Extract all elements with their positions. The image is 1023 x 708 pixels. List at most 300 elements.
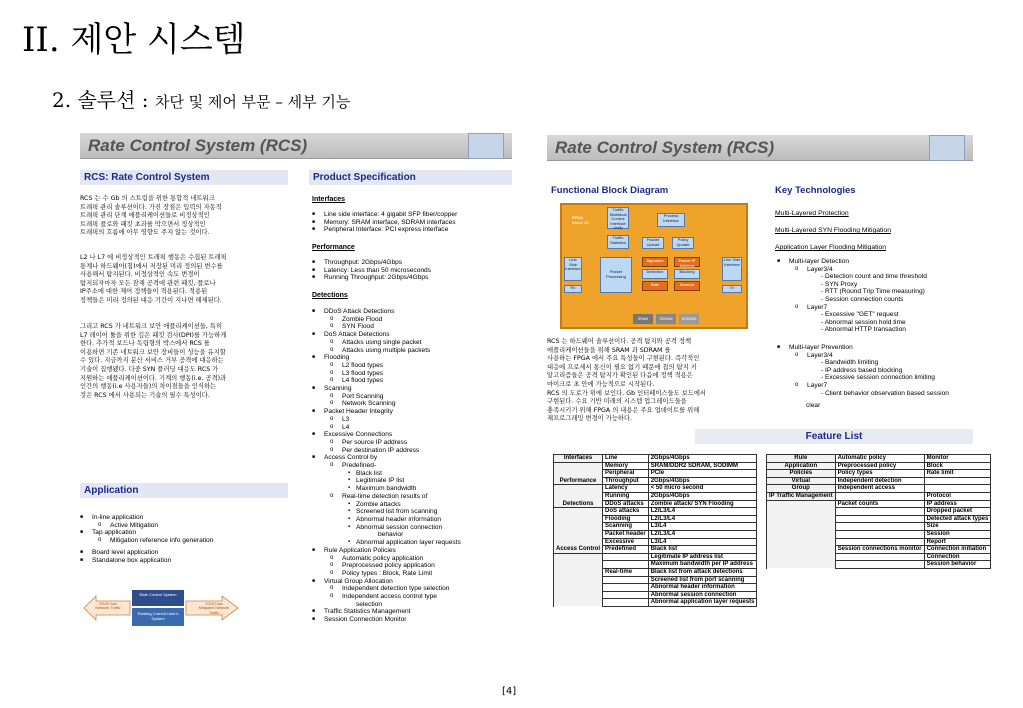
- list-item: ■ Scanning: [312, 385, 461, 393]
- table-cell: [767, 561, 836, 569]
- paragraph-line: RCS 는 수 Gb 의 스트림을 위한 통합적 네트워크: [80, 195, 215, 202]
- table-row: [767, 538, 991, 546]
- list-item: ■ Latency: Less than 50 microseconds: [312, 267, 431, 275]
- table-cell: [767, 538, 836, 546]
- table-cell: Size: [924, 523, 991, 531]
- table-cell: Packet header: [603, 530, 649, 538]
- table-cell: 2Gbps/4Gbps: [648, 477, 757, 485]
- list-item: ▪ Abnormal header information: [312, 516, 461, 524]
- list-item: ■ DDoS Attack Detections: [312, 308, 461, 316]
- flow-output: 2G/40 bps Mitigated Network Traffic: [198, 602, 230, 615]
- list-item: - Client behavior observation based session: [821, 389, 949, 397]
- table-cell: [554, 530, 603, 538]
- left-banner-title: Rate Control System (RCS): [88, 136, 308, 155]
- list-item: ■ Excessive Connections: [312, 431, 461, 439]
- table-row: [554, 515, 757, 523]
- table-cell: Running: [603, 492, 649, 500]
- table-row: [554, 508, 757, 516]
- table-cell: Virtual: [767, 477, 836, 485]
- paragraph-line: L7 레이어 툴을 위한 깊은 패킷 검사(DPI)를 가능하게: [80, 331, 227, 339]
- table-cell: [554, 591, 603, 599]
- list-item: ■ Traffic Statistics Management: [312, 608, 461, 616]
- table-cell: [835, 561, 924, 569]
- table-row: [767, 546, 991, 554]
- table-cell: Latency: [603, 485, 649, 493]
- list-item: - RTT (Round Trip Time measuring): [821, 288, 925, 296]
- application-heading: Application: [80, 483, 288, 498]
- list-item: ■ Line side interface: 4 gigabit SFP fiber/copper: [312, 211, 457, 219]
- table-cell: [767, 515, 836, 523]
- interfaces-label: Interfaces: [312, 196, 346, 203]
- table-row: [767, 515, 991, 523]
- logo-icon: [468, 133, 504, 159]
- feature-heading: Feature List: [695, 429, 973, 444]
- kt-heading: Key Technologies: [775, 185, 856, 196]
- flow-figure: [82, 588, 242, 628]
- detections-label: Detections: [312, 292, 348, 299]
- table-cell: [835, 492, 924, 500]
- table-row: [554, 470, 757, 478]
- table-cell: Access Control: [554, 546, 603, 554]
- list-item: ■ Board level application: [80, 549, 213, 557]
- table-cell: [554, 470, 603, 478]
- kt-link[interactable]: Multi-Layered Protection: [775, 210, 849, 217]
- paragraph-line: 마이크로 초 안에 가능적으로 시작된다.: [547, 380, 655, 388]
- feature-table-1: [553, 454, 757, 607]
- table-cell: [554, 599, 603, 607]
- list-item: o Attacks using multiple packets: [312, 347, 461, 355]
- paragraph-line: 탐지되자마자 모든 잠재 공격에 관련 패킷, 플로나: [80, 279, 216, 287]
- table-row: [554, 599, 757, 607]
- detections-list: [312, 308, 461, 624]
- table-cell: [603, 591, 649, 599]
- paragraph-line: RCS 의 도로가 위에 보인다. Gb 인터페이스들도 보드에서: [547, 389, 707, 397]
- table-cell: [835, 530, 924, 538]
- table-row: [554, 553, 757, 561]
- table-row: [767, 492, 991, 500]
- paragraph-line: 트래픽 관리 단계 애플리케이션들로 비정상적인: [80, 212, 210, 220]
- table-cell: Report: [924, 538, 991, 546]
- spec-heading: Product Specification: [309, 170, 512, 185]
- table-cell: Interfaces: [554, 455, 603, 463]
- list-item: o Real-time detection results of: [312, 493, 461, 501]
- list-item: - IP address based blocking: [821, 366, 903, 374]
- table-cell: Screened list from port scanning: [648, 576, 757, 584]
- table-cell: Legitimate IP address list: [648, 553, 757, 561]
- table-cell: Dropped packet: [924, 508, 991, 516]
- table-row: [767, 561, 991, 569]
- stats-block: Traffic Statistical Control Interface Unify: [607, 207, 629, 229]
- list-item: ■ Peripheral Interface: PCI express interface: [312, 226, 457, 234]
- update-block: Policy Update: [672, 237, 694, 249]
- table-cell: L3/L4: [648, 523, 757, 531]
- list-item: - Bandwidth limiting: [821, 359, 879, 367]
- table-cell: [603, 599, 649, 607]
- table-cell: Predefined: [603, 546, 649, 554]
- table-row: [767, 462, 991, 470]
- table-row: [767, 523, 991, 531]
- list-item: ▪ Legitimate IP list: [312, 477, 461, 485]
- table-row: [554, 455, 757, 463]
- table-cell: Black list from attack detections: [648, 568, 757, 576]
- application-list: [80, 514, 213, 565]
- table-cell: [835, 523, 924, 531]
- fpga-label: FPGA Altera V5: [572, 215, 589, 225]
- table-cell: Monitor: [924, 455, 991, 463]
- table-cell: [603, 553, 649, 561]
- table-cell: IP Traffic Management: [767, 492, 836, 500]
- list-item: ■ DoS Attack Detections: [312, 331, 461, 339]
- table-cell: Connection: [924, 553, 991, 561]
- list-item: o Layer3/4: [777, 266, 949, 274]
- list-item: ■ Flooding: [312, 354, 461, 362]
- interfaces-list: [312, 211, 457, 234]
- table-cell: [554, 485, 603, 493]
- rcs-paragraph-1: [80, 195, 222, 238]
- right-banner-title: Rate Control System (RCS): [555, 138, 775, 157]
- paragraph-line: 지원하는 애플리케이션이다. 기계의 행동(i.e. 공격)과: [80, 374, 227, 382]
- table-cell: Performance: [554, 477, 603, 485]
- packet-processing-block: Packet Processing: [600, 257, 632, 293]
- left-banner: [80, 133, 512, 159]
- list-item: - Excessive "GET" request: [821, 311, 899, 319]
- table-cell: [554, 492, 603, 500]
- upload-block: Packet Upload: [642, 237, 664, 249]
- list-item: o Independent access control type: [312, 593, 461, 601]
- list-item: ▪ Zombie attacks: [312, 501, 461, 509]
- paragraph-line: 충족시키기 위해 FPGA 의 내용은 주요 업데이트를 위해: [547, 406, 700, 414]
- paragraph-line: IP주소에 대한 제어 정책들이 적용된다. 적용된: [80, 288, 208, 296]
- list-item: ▪ Maximum bandwidth: [312, 485, 461, 493]
- table-cell: [554, 553, 603, 561]
- table-cell: [603, 576, 649, 584]
- feature-table-2: [766, 454, 991, 569]
- subtitle-rest: 차단 및 제어 부문 – 세부 기능: [154, 93, 351, 111]
- list-item: o L3: [312, 416, 461, 424]
- kt-link[interactable]: Application Layer Flooding Mitigation: [775, 244, 887, 251]
- paragraph-line: 이용하면 기존 네트워크 보안 장비들이 성능을 유지할: [80, 348, 226, 356]
- performance-label: Performance: [312, 244, 355, 251]
- table-cell: [554, 508, 603, 516]
- table-row: [767, 508, 991, 516]
- paragraph-line: 수 있다. 지금까지 분산 서비스 거부 공격에 대응하는: [80, 357, 224, 365]
- list-item: behavior: [378, 531, 404, 539]
- right-banner: [547, 135, 973, 161]
- table-cell: L3/L4: [648, 538, 757, 546]
- list-item: o Network Scanning: [312, 400, 461, 408]
- list-item: o L2 flood types: [312, 362, 461, 370]
- table-row: [767, 477, 991, 485]
- paragraph-line: 구현된다. 수요 기반 미래의 시스템 업그레이드들을: [547, 398, 687, 406]
- list-item: selection: [356, 600, 383, 608]
- table-row: [554, 568, 757, 576]
- table-cell: [767, 508, 836, 516]
- paragraph-line: 사용해서 탐지된다. 비정상적인 속도 변경이: [80, 271, 200, 279]
- table-cell: Policy types: [835, 470, 924, 478]
- table-row: [554, 530, 757, 538]
- table-cell: [767, 523, 836, 531]
- line-side-right: Line Side Interface: [722, 257, 742, 281]
- table-cell: Detected attack types: [924, 515, 991, 523]
- paragraph-line: 것은 RCS 에서 사용되는 기술의 필수 특성이다.: [80, 391, 210, 399]
- paragraph-line: 알고리즘들은 공격 탐지가 확인된 다음에 정책 적용은: [547, 372, 693, 380]
- table-cell: PCIe: [648, 470, 757, 478]
- table-cell: Connection initiation: [924, 546, 991, 554]
- table-cell: Session: [924, 530, 991, 538]
- table-cell: Automatic policy: [835, 455, 924, 463]
- table-cell: L2/L3/L4: [648, 530, 757, 538]
- list-item: ■ Session Connection Monitor: [312, 616, 461, 624]
- list-item: o Mitigation reference info generation: [80, 537, 213, 545]
- paragraph-line: 트래픽 관리 솔루션이다. 가진 장점은 입력의 자동적: [80, 203, 222, 211]
- table-cell: Protocol: [924, 492, 991, 500]
- table-cell: Excessive: [603, 538, 649, 546]
- table-cell: Group: [767, 485, 836, 493]
- table-row: [554, 561, 757, 569]
- list-item: o Preprocessed policy application: [312, 562, 461, 570]
- table-row: [767, 500, 991, 508]
- table-cell: Real-time: [603, 568, 649, 576]
- table-row: [767, 485, 991, 493]
- table-cell: Flooding: [603, 515, 649, 523]
- table-cell: [554, 576, 603, 584]
- table-cell: [554, 584, 603, 592]
- table-cell: DDoS attacks: [603, 500, 649, 508]
- kt-clear: clear: [806, 402, 821, 409]
- table-cell: Preprocessed policy: [835, 462, 924, 470]
- table-cell: Memory: [603, 462, 649, 470]
- list-item: ▪ Black list: [312, 470, 461, 478]
- table-cell: [554, 561, 603, 569]
- list-item: o Layer7: [777, 382, 949, 390]
- list-item: - Detection count and time threshold: [821, 273, 927, 281]
- rx-block: Rx: [564, 285, 582, 293]
- paragraph-line: 트래픽 플로와 패킷 초과를 막으면서 정상적인: [80, 220, 206, 228]
- paragraph-line: 기술이 집행됐다. 다중 SYN 플러딩 대응도 RCS 가: [80, 365, 219, 373]
- list-item: o Policy types : Block, Rate Limit: [312, 570, 461, 578]
- list-item: o Independent detection type selection: [312, 585, 461, 593]
- table-cell: Peripheral: [603, 470, 649, 478]
- list-item: - Abnormal session hold time: [821, 318, 906, 326]
- table-row: [554, 492, 757, 500]
- list-item: ■ In-line application: [80, 514, 213, 522]
- table-row: [554, 485, 757, 493]
- list-item: o Attacks using single packet: [312, 339, 461, 347]
- sdram-chip: SDRAM: [656, 314, 676, 324]
- list-item: ■ Memory: SRAM interface, SDRAM interfaces: [312, 219, 457, 227]
- table-row: [767, 455, 991, 463]
- table-cell: Policies: [767, 470, 836, 478]
- list-item: ■ Tap application: [80, 529, 213, 537]
- blocking-block: Blocking: [674, 269, 700, 279]
- table-cell: L2/L3/L4: [648, 508, 757, 516]
- list-item: ■ Multi-layer Detection: [777, 258, 949, 266]
- table-cell: L2/L3/L4: [648, 515, 757, 523]
- flow-input: 2G/40 bps Network Traffic: [95, 602, 121, 611]
- list-item: - SYN Proxy: [821, 280, 858, 288]
- table-cell: [554, 515, 603, 523]
- table-cell: [554, 462, 603, 470]
- table-cell: [554, 568, 603, 576]
- signature-block: Signature: [642, 257, 668, 267]
- table-cell: Rate limit: [924, 470, 991, 478]
- rcs-heading: RCS: Rate Control System: [80, 170, 288, 185]
- session-block: Session: [674, 281, 700, 291]
- table-row: [554, 576, 757, 584]
- flow-current-box: Existing Current User's System: [132, 608, 184, 626]
- table-row: [554, 462, 757, 470]
- list-item: o L4: [312, 424, 461, 432]
- rcs-paragraph-3: [80, 323, 226, 400]
- table-cell: SRAM/DDR2 SDRAM, SODIMM: [648, 462, 757, 470]
- list-item: ■ Multi-layer Prevention: [777, 344, 949, 352]
- detection-block: Detection: [642, 269, 668, 279]
- list-item: ▪ Abnormal session connection: [312, 524, 461, 532]
- table-row: [554, 523, 757, 531]
- tx-block: Tx: [722, 285, 742, 293]
- fbd-heading: Functional Block Diagram: [551, 185, 669, 196]
- table-row: [767, 470, 991, 478]
- table-cell: Rule: [767, 455, 836, 463]
- table-cell: Session behavior: [924, 561, 991, 569]
- line-side-left: Line Side Interface: [564, 257, 582, 281]
- logo-icon: [929, 135, 965, 161]
- table-cell: Detections: [554, 500, 603, 508]
- paragraph-line: 애플리케이션들을 위해 SRAM 과 SDRAM 를: [547, 346, 671, 354]
- block-diagram: [560, 203, 748, 329]
- rate-block: Rate: [642, 281, 668, 291]
- list-item: o Zombie Flood: [312, 316, 461, 324]
- list-item: ■ Packet Header Integrity: [312, 408, 461, 416]
- list-item: o L3 flood types: [312, 370, 461, 378]
- table-row: [554, 546, 757, 554]
- paragraph-line: 통계나 하드웨어(칩)에서 저장된 미리 정의된 변수를: [80, 262, 223, 270]
- table-cell: [924, 477, 991, 485]
- table-cell: [767, 553, 836, 561]
- table-cell: Line: [603, 455, 649, 463]
- list-item: o Per destination IP address: [312, 447, 461, 455]
- paragraph-line: 사용하는 FPGA 에서 주요 특성들이 구현된다. 즉각적인: [547, 355, 700, 363]
- page-subtitle: [52, 84, 350, 113]
- paragraph-line: L2 나 L7 에 비정상적인 트래픽 행동은 수집된 트래픽: [80, 254, 227, 261]
- table-cell: Block: [924, 462, 991, 470]
- list-item: o Layer7: [777, 304, 949, 312]
- list-item: ■ Virtual Group Allocation: [312, 578, 461, 586]
- table-row: [554, 477, 757, 485]
- flow-rcs-box: Rate Control System: [132, 590, 184, 606]
- table-cell: Zombie attack/ SYN Flooding: [648, 500, 757, 508]
- list-item: o Layer3/4: [777, 352, 949, 360]
- packet-ip-block: Packet IP Address: [674, 257, 700, 267]
- table-cell: Throughput: [603, 477, 649, 485]
- paragraph-line: 한다. 추가적 보드나 독립형의 박스에서 RCS 를: [80, 340, 210, 348]
- list-item: ■ Standalone box application: [80, 557, 213, 565]
- fbd-description: [547, 338, 706, 424]
- sram-chip: SRAM: [633, 314, 653, 324]
- list-item: o Automatic policy application: [312, 555, 461, 563]
- list-item: ■ Rule Application Policies: [312, 547, 461, 555]
- page-number: [4]: [502, 686, 517, 697]
- table-cell: IP address: [924, 500, 991, 508]
- rcs-paragraph-2: [80, 254, 227, 306]
- list-item: o L4 flood types: [312, 377, 461, 385]
- table-row: [767, 530, 991, 538]
- paragraph-line: 트래픽의 흐름에 아무 영향도 주지 않는 것이다.: [80, 229, 210, 237]
- table-cell: [767, 530, 836, 538]
- table-cell: [835, 508, 924, 516]
- table-cell: 2Gbps/4Gbps: [648, 492, 757, 500]
- table-cell: Abnormal application layer requests: [648, 599, 757, 607]
- page-title: II. 제안 시스템: [22, 20, 246, 60]
- list-item: ▪ Screened list from scanning: [312, 508, 461, 516]
- table-row: [554, 584, 757, 592]
- kt-list: [777, 258, 949, 397]
- list-item: - Session connection counts: [821, 295, 904, 303]
- table-cell: Scanning: [603, 523, 649, 531]
- list-item: ▪ Abnormal application layer requests: [312, 539, 461, 547]
- table-cell: Session connections monitor: [835, 546, 924, 554]
- list-item: - Abnormal HTTP transaction: [821, 326, 906, 334]
- list-item: ■ Running Throughput: 2Gbps/4Gbps: [312, 274, 431, 282]
- table-row: [554, 500, 757, 508]
- table-row: [554, 591, 757, 599]
- table-cell: 2Gbps/4Gbps: [648, 455, 757, 463]
- table-cell: Maximum bandwidth per IP address: [648, 561, 757, 569]
- table-cell: Abnormal header information: [648, 584, 757, 592]
- list-item: o Port Scanning: [312, 393, 461, 401]
- tstat-block: Traffic Statistics: [607, 235, 629, 249]
- paragraph-line: RCS 는 하드웨어 솔루션이다. 공격 탐지와 공격 정책: [547, 338, 692, 345]
- table-cell: Black list: [648, 546, 757, 554]
- sodimm-chip: SODIMM: [679, 314, 699, 324]
- table-cell: Abnormal session connection: [648, 591, 757, 599]
- list-item: ■ Throughput: 2Gbps/4Gbps: [312, 259, 431, 267]
- table-cell: [924, 485, 991, 493]
- kt-link[interactable]: Multi-Layered SYN Flooding Mitigation: [775, 227, 891, 234]
- table-cell: [767, 500, 836, 508]
- list-item: o Active Mitigation: [80, 522, 213, 530]
- table-cell: Packet counts: [835, 500, 924, 508]
- table-cell: DoS attacks: [603, 508, 649, 516]
- paragraph-line: 대응에 프로세서 통신이 필요 없기 때문에 칩의 탐지 키: [547, 363, 697, 371]
- paragraph-line: 그리고 RCS 가 네트워크 보안 애플리케이션들, 특히: [80, 323, 223, 330]
- paragraph-line: 재프로그래밍 변경이 가능하다.: [547, 415, 633, 423]
- table-row: [767, 553, 991, 561]
- table-cell: [767, 546, 836, 554]
- table-row: [554, 538, 757, 546]
- table-cell: Independent detection: [835, 477, 924, 485]
- performance-list: [312, 259, 431, 282]
- paragraph-line: 정책들은 미리 정의된 대응 기간이 지나면 해제된다.: [80, 296, 222, 304]
- list-item: o SYN Flood: [312, 323, 461, 331]
- table-cell: [603, 584, 649, 592]
- table-cell: [835, 515, 924, 523]
- table-cell: [603, 561, 649, 569]
- list-item: - Excessive session connection limiting: [821, 374, 935, 382]
- paragraph-line: 인간의 행동(i.e 사용자들)의 차이점들을 인식하는: [80, 383, 217, 391]
- table-cell: < 50 micro second: [648, 485, 757, 493]
- list-item: ■ Access Control by: [312, 454, 461, 462]
- process-block: Process Interface: [657, 213, 685, 227]
- subtitle-main: 2. 솔루션 :: [52, 88, 155, 112]
- table-cell: [554, 538, 603, 546]
- list-item: o Per source IP address: [312, 439, 461, 447]
- list-item: o Predefined-: [312, 462, 461, 470]
- table-cell: [835, 553, 924, 561]
- table-cell: Application: [767, 462, 836, 470]
- table-cell: [835, 538, 924, 546]
- table-cell: [554, 523, 603, 531]
